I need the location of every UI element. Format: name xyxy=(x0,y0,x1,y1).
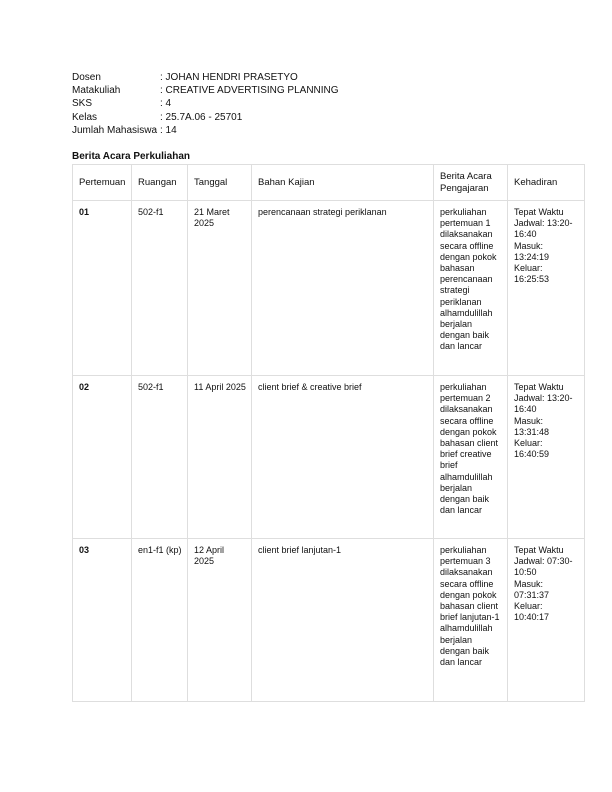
table-header-row xyxy=(73,165,585,201)
info-label: Matakuliah xyxy=(72,85,121,97)
attendance-out: Keluar: 16:40:59 xyxy=(514,438,550,460)
header-ruangan: Ruangan xyxy=(132,165,188,201)
cell-tanggal: 12 April 2025 xyxy=(188,539,252,702)
info-row-jumlah-mahasiswa xyxy=(72,124,339,137)
cell-ruangan: 502-f1 xyxy=(132,201,188,376)
cell-pertemuan: 03 xyxy=(73,539,132,702)
cell-pertemuan: 01 xyxy=(73,201,132,376)
cell-bahan-kajian: client brief & creative brief xyxy=(252,376,434,539)
info-row-matakuliah xyxy=(72,84,339,97)
attendance-in: Masuk: 13:24:19 xyxy=(514,240,550,262)
info-value: : 25.7A.06 - 25701 xyxy=(160,111,243,123)
cell-kehadiran xyxy=(508,539,585,702)
cell-kehadiran xyxy=(508,201,585,376)
header-kehadiran: Kehadiran xyxy=(508,165,585,201)
attendance-out: Keluar: 10:40:17 xyxy=(514,601,550,623)
attendance-status: Tepat Waktu xyxy=(514,382,564,392)
info-label: Kelas xyxy=(72,111,98,123)
info-row-dosen xyxy=(72,71,339,84)
cell-bahan-kajian: perencanaan strategi periklanan xyxy=(252,201,434,376)
section-title: Berita Acara Perkuliahan xyxy=(72,151,191,162)
attendance-schedule: Jadwal: 13:20-16:40 xyxy=(514,393,573,415)
cell-kehadiran xyxy=(508,376,585,539)
cell-tanggal: 11 April 2025 xyxy=(188,376,252,539)
table-row xyxy=(73,201,585,376)
info-label: Jumlah Mahasiswa xyxy=(72,124,158,136)
info-value: : CREATIVE ADVERTISING PLANNING xyxy=(160,85,339,97)
attendance-status: Tepat Waktu xyxy=(514,207,564,217)
header-bahan-kajian: Bahan Kajian xyxy=(252,165,434,201)
cell-berita-acara: perkuliahan pertemuan 1 dilaksanakan secara offline dengan pokok bahasan perencanaan strategi periklanan alhamdulillah berjalan dengan baik dan lancar xyxy=(434,201,508,376)
attendance-in: Masuk: 07:31:37 xyxy=(514,578,550,600)
header-pertemuan: Pertemuan xyxy=(73,165,132,201)
course-info xyxy=(72,71,339,137)
cell-berita-acara: perkuliahan pertemuan 3 dilaksanakan secara offline dengan pokok bahasan client brief lanjutan-1 alhamdulillah berjalan dengan baik dan lancar xyxy=(434,539,508,702)
info-label: SKS xyxy=(72,98,93,110)
cell-ruangan: 502-f1 xyxy=(132,376,188,539)
cell-ruangan: en1-f1 (kp) xyxy=(132,539,188,702)
attendance-status: Tepat Waktu xyxy=(514,545,564,555)
cell-tanggal: 21 Maret 2025 xyxy=(188,201,252,376)
cell-berita-acara: perkuliahan pertemuan 2 dilaksanakan secara offline dengan pokok bahasan client brief creative brief alhamdulillah berjalan dengan baik dan lancar xyxy=(434,376,508,539)
attendance-out: Keluar: 16:25:53 xyxy=(514,263,550,285)
table-row xyxy=(73,539,585,702)
berita-acara-table xyxy=(72,164,585,702)
attendance-in: Masuk: 13:31:48 xyxy=(514,415,550,437)
info-row-kelas xyxy=(72,111,339,124)
info-value: : 4 xyxy=(160,98,172,110)
info-row-sks xyxy=(72,97,339,110)
attendance-schedule: Jadwal: 13:20-16:40 xyxy=(514,218,573,240)
info-value: : JOHAN HENDRI PRASETYO xyxy=(160,72,298,83)
table-row xyxy=(73,376,585,539)
info-value: : 14 xyxy=(160,124,177,136)
header-berita-acara: Berita Acara Pengajaran xyxy=(434,165,508,201)
cell-pertemuan: 02 xyxy=(73,376,132,539)
attendance-schedule: Jadwal: 07:30-10:50 xyxy=(514,556,573,578)
header-tanggal: Tanggal xyxy=(188,165,252,201)
cell-bahan-kajian: client brief lanjutan-1 xyxy=(252,539,434,702)
info-label: Dosen xyxy=(72,72,101,83)
